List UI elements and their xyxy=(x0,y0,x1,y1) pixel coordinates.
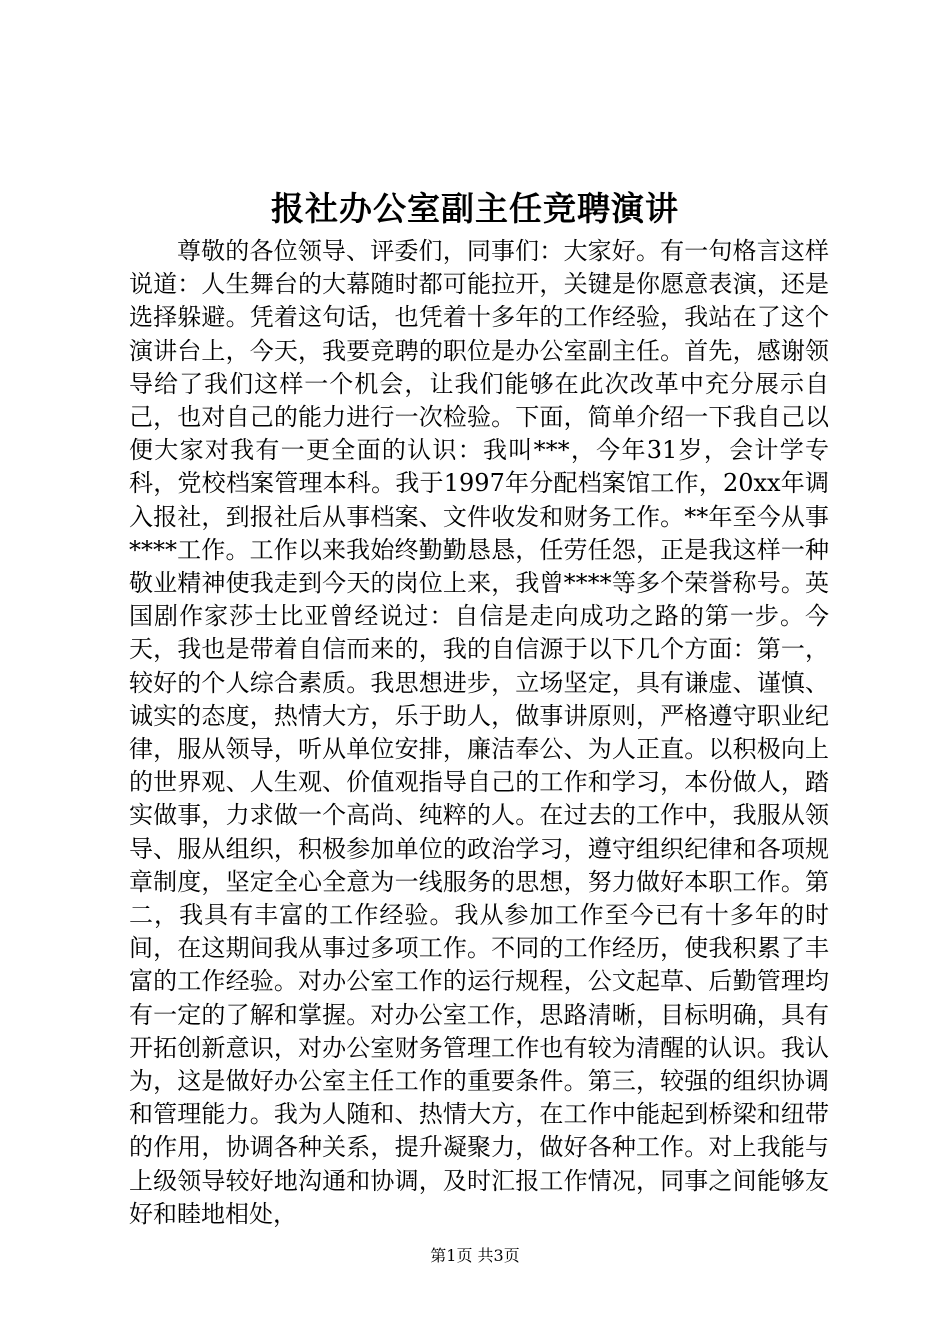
body-paragraph: 尊敬的各位领导、评委们，同事们：大家好。有一句格言这样说道：人生舞台的大幕随时都可能拉开，关键是你愿意表演，还是选择躲避。凭着这句话，也凭着十多年的工作经验，我站在了这个演讲台上，今天，我要竞聘的职位是办公室副主任。首先，感谢领导给了我们这样一个机会，让我们能够在此次改革中充分展示自己，也对自己的能力进行一次检验。下面，简单介绍一下我自己以便大家对我有一更全面的认识：我叫***，今年31岁，会计学专科，党校档案管理本科。我于1997年分配档案馆工作，20xx年调入报社，到报社后从事档案、文件收发和财务工作。**年至今从事****工作。工作以来我始终勤勤恳恳，任劳任怨，正是我这样一种敬业精神使我走到今天的岗位上来，我曾****等多个荣誉称号。英国剧作家莎士比亚曾经说过：自信是走向成功之路的第一步。今天，我也是带着自信而来的，我的自信源于以下几个方面：第一，较好的个人综合素质。我思想进步，立场坚定，具有谦虚、谨慎、诚实的态度，热情大方，乐于助人，做事讲原则，严格遵守职业纪律，服从领导，听从单位安排，廉洁奉公、为人正直。以积极向上的世界观、人生观、价值观指导自己的工作和学习，本份做人，踏实做事，力求做一个高尚、纯粹的人。在过去的工作中，我服从领导、服从组织，积极参加单位的政治学习，遵守组织纪律和各项规章制度，坚定全心全意为一线服务的思想，努力做好本职工作。第二，我具有丰富的工作经验。我从参加工作至今已有十多年的时间，在这期间我从事过多项工作。不同的工作经历，使我积累了丰富的工作经验。对办公室工作的运行规程，公文起草、后勤管理均有一定的了解和掌握。对办公室工作，思路清晰，目标明确，具有开拓创新意识，对办公室财务管理工作也有较为清醒的认识。我认为，这是做好办公室主任工作的重要条件。第三，较强的组织协调和管理能力。我为人随和、热情大方，在工作中能起到桥梁和纽带的作用，协调各种关系，提升凝聚力，做好各种工作。对上我能与上级领导较好地沟通和协调，及时汇报工作情况，同事之间能够友好和睦地相处， xyxy=(129,237,829,1228)
document-title: 报社办公室副主任竞聘演讲 xyxy=(271,189,679,228)
page-footer: 第1页 共3页 xyxy=(430,1246,520,1265)
